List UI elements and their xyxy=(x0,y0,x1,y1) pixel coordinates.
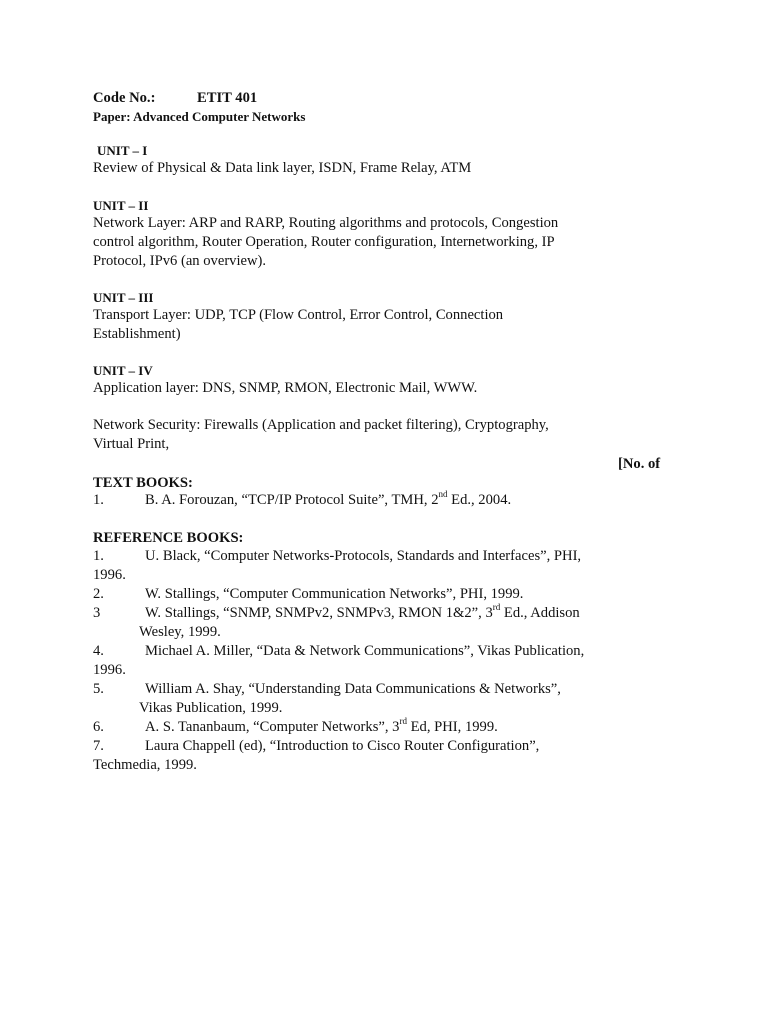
reference-number: 4. xyxy=(93,643,104,659)
reference-number: 7. xyxy=(93,738,104,754)
reference-number: 6. xyxy=(93,719,104,735)
paper-title: Paper: Advanced Computer Networks xyxy=(93,109,306,124)
code-value: ETIT 401 xyxy=(197,90,258,106)
reference-item xyxy=(0,680,700,699)
unit-1-heading: UNIT – I xyxy=(97,143,148,158)
reference-entry-continued: Wesley, 1999. xyxy=(139,624,221,640)
reference-number: 3 xyxy=(93,605,101,621)
reference-entry: A. S. Tananbaum, “Computer Networks”, 3rd Ed, PHI, 1999. xyxy=(145,716,498,735)
unit-4-heading: UNIT – IV xyxy=(93,363,153,378)
reference-item xyxy=(0,718,700,737)
network-security-line: Virtual Print, xyxy=(93,436,170,452)
reference-item xyxy=(0,642,700,661)
reference-books-heading: REFERENCE BOOKS: xyxy=(93,530,244,546)
reference-entry-continued: Techmedia, 1999. xyxy=(93,757,197,773)
text-books-heading: TEXT BOOKS: xyxy=(93,475,193,491)
reference-number: 5. xyxy=(93,681,104,697)
reference-number: 2. xyxy=(93,586,104,602)
reference-item xyxy=(0,547,700,566)
reference-entry: W. Stallings, “Computer Communication Networks”, PHI, 1999. xyxy=(145,586,524,602)
text-book-number: 1. xyxy=(93,492,104,508)
no-of-label: [No. of xyxy=(618,456,661,472)
reference-entry: W. Stallings, “SNMP, SNMPv2, SNMPv3, RMON 1&2”, 3rd Ed., Addison xyxy=(145,602,580,621)
reference-entry-continued: Vikas Publication, 1999. xyxy=(139,700,283,716)
reference-entry-continued: 1996. xyxy=(93,567,126,583)
text-book-entry: B. A. Forouzan, “TCP/IP Protocol Suite”, TMH, 2nd Ed., 2004. xyxy=(145,489,512,508)
reference-entry: Michael A. Miller, “Data & Network Communications”, Vikas Publication, xyxy=(145,643,585,659)
unit-2-line: Protocol, IPv6 (an overview). xyxy=(93,253,267,269)
unit-2-line: control algorithm, Router Operation, Router configuration, Internetworking, IP xyxy=(93,234,555,250)
reference-item xyxy=(0,737,700,756)
text-book-item xyxy=(0,491,700,510)
unit-2-line: Network Layer: ARP and RARP, Routing algorithms and protocols, Congestion xyxy=(93,215,559,231)
unit-3-line: Establishment) xyxy=(93,326,181,342)
code-label: Code No.: xyxy=(93,90,156,106)
reference-entry: William A. Shay, “Understanding Data Communications & Networks”, xyxy=(145,681,561,697)
reference-item xyxy=(0,585,700,604)
unit-4-line: Application layer: DNS, SNMP, RMON, Electronic Mail, WWW. xyxy=(93,380,478,396)
reference-entry: U. Black, “Computer Networks-Protocols, Standards and Interfaces”, PHI, xyxy=(145,548,582,564)
network-security-line: Network Security: Firewalls (Application and packet filtering), Cryptography, xyxy=(93,417,549,433)
reference-entry-continued: 1996. xyxy=(93,662,126,678)
unit-1-line: Review of Physical & Data link layer, ISDN, Frame Relay, ATM xyxy=(93,160,472,176)
reference-entry: Laura Chappell (ed), “Introduction to Cisco Router Configuration”, xyxy=(145,738,540,754)
reference-item xyxy=(0,604,700,623)
reference-number: 1. xyxy=(93,548,104,564)
unit-3-heading: UNIT – III xyxy=(93,290,154,305)
unit-2-heading: UNIT – II xyxy=(93,198,149,213)
unit-3-line: Transport Layer: UDP, TCP (Flow Control, Error Control, Connection xyxy=(93,307,504,323)
